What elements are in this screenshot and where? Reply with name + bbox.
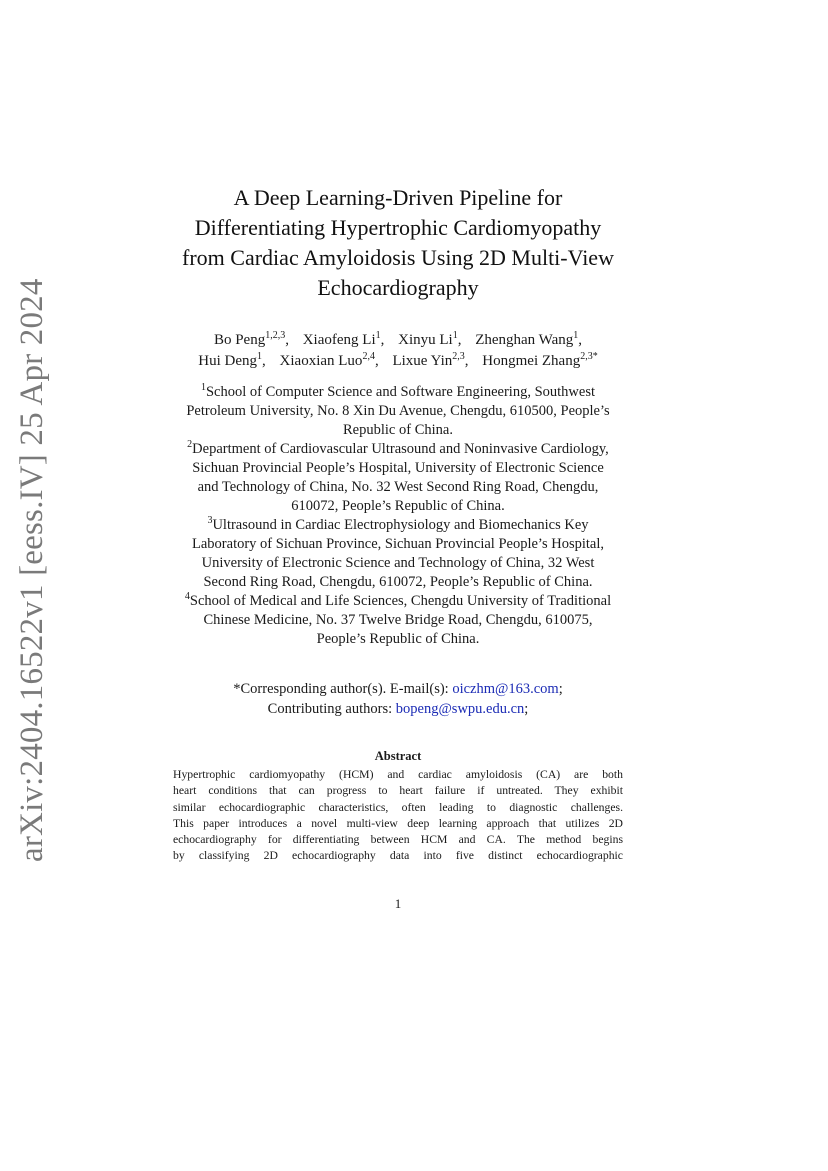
author-name: Hongmei Zhang bbox=[482, 353, 581, 369]
corresponding-email-link[interactable]: oiczhm@163.com bbox=[452, 681, 559, 697]
abstract-body bbox=[173, 767, 623, 865]
affiliation bbox=[148, 592, 648, 649]
author-name: Bo Peng bbox=[213, 332, 266, 348]
author-affiliation-mark: 1 bbox=[452, 330, 458, 341]
author-name: Zhenghan Wang bbox=[475, 332, 574, 348]
contributing-label: Contributing authors: bbox=[267, 701, 396, 717]
affiliation-line: Petroleum University, No. 8 Xin Du Avenue, Chengdu, 610500, People’s bbox=[186, 403, 610, 419]
author-affiliation-mark: 1 bbox=[257, 351, 263, 362]
affiliation-line: Second Ring Road, Chengdu, 610072, People’s Republic of China. bbox=[203, 574, 593, 590]
contributing-authors-line bbox=[150, 699, 646, 719]
affiliation-line: 610072, People’s Republic of China. bbox=[291, 498, 505, 514]
affiliation bbox=[148, 516, 648, 592]
arxiv-stamp: arXiv:2404.16522v1 [eess.IV] 25 Apr 2024 bbox=[14, 278, 50, 862]
affiliation-line bbox=[148, 516, 648, 535]
abstract-line: echocardiography for differentiating between HCM and CA. The method begins bbox=[173, 833, 623, 847]
abstract-line: Hypertrophic cardiomyopathy (HCM) and cardiac amyloidosis (CA) are both bbox=[173, 768, 623, 781]
affiliation-line bbox=[148, 383, 648, 402]
affiliation-line bbox=[148, 440, 648, 459]
author: Xiaoxian Luo$^{2,4}$, bbox=[279, 351, 379, 369]
abstract-line: similar echocardiographic characteristics, often leading to diagnostic challenges. bbox=[173, 800, 623, 814]
author-name: Lixue Yin bbox=[392, 353, 453, 369]
affiliation-number: 1 bbox=[200, 382, 206, 394]
page-number: 1 bbox=[394, 896, 402, 911]
author-affiliation-mark: 2,3* bbox=[580, 351, 598, 362]
affiliation-line: Laboratory of Sichuan Province, Sichuan Provincial People’s Hospital, bbox=[192, 536, 604, 552]
punctuation: ; bbox=[524, 701, 529, 717]
paper-title bbox=[150, 183, 646, 303]
author-name: Hui Deng bbox=[198, 353, 258, 369]
affiliation bbox=[148, 383, 648, 440]
author: Xiaofeng Li$^1$, bbox=[302, 330, 385, 348]
author-affiliation-mark: 1 bbox=[573, 330, 579, 341]
corresponding-author-line bbox=[150, 679, 646, 699]
corresponding-label: *Corresponding author(s). E-mail(s): bbox=[233, 681, 453, 697]
affiliation-line: University of Electronic Science and Technology of China, 32 West bbox=[201, 555, 595, 571]
abstract-line: heart conditions that can progress to heart failure if untreated. They exhibit bbox=[173, 784, 623, 798]
title-line: Differentiating Hypertrophic Cardiomyopathy bbox=[194, 215, 602, 240]
affiliation-list bbox=[148, 383, 648, 649]
affiliation-text: Department of Cardiovascular Ultrasound and Noninvasive Cardiology, bbox=[192, 441, 609, 457]
title-line: A Deep Learning-Driven Pipeline for bbox=[233, 185, 563, 210]
contributing-email-link[interactable]: bopeng@swpu.edu.cn bbox=[395, 701, 525, 717]
author: Xinyu Li$^1$, bbox=[398, 330, 462, 348]
affiliation-number: 4 bbox=[184, 591, 190, 603]
author: Zhenghan Wang$^1$, bbox=[475, 330, 583, 348]
abstract-line: This paper introduces a novel multi-view deep learning approach that utilizes 2D bbox=[173, 816, 623, 830]
affiliation-text: School of Computer Science and Software Engineering, Southwest bbox=[205, 384, 595, 400]
author bbox=[482, 353, 597, 369]
title-line: Echocardiography bbox=[317, 275, 479, 300]
affiliation-line: and Technology of China, No. 32 West Second Ring Road, Chengdu, bbox=[197, 479, 599, 495]
affiliation-line: Chinese Medicine, No. 37 Twelve Bridge Road, Chengdu, 610075, bbox=[203, 612, 593, 628]
punctuation: ; bbox=[558, 681, 563, 697]
abstract-line: by classifying 2D echocardiography data into five distinct echocardiographic bbox=[173, 849, 623, 863]
title-line: from Cardiac Amyloidosis Using 2D Multi-View bbox=[182, 245, 614, 270]
affiliation-line: People’s Republic of China. bbox=[316, 631, 480, 647]
affiliation-text: Ultrasound in Cardiac Electrophysiology and Biomechanics Key bbox=[212, 517, 589, 533]
author-line bbox=[150, 330, 646, 351]
author-list bbox=[150, 330, 646, 372]
affiliation-text: School of Medical and Life Sciences, Chengdu University of Traditional bbox=[189, 593, 612, 609]
author-name: Xiaoxian Luo bbox=[279, 353, 363, 369]
author-affiliation-mark: 2,3 bbox=[452, 351, 465, 362]
author-line bbox=[150, 351, 646, 372]
abstract-heading: Abstract bbox=[374, 749, 422, 763]
author: Bo Peng$^{1,2,3}$, bbox=[213, 330, 289, 348]
author-name: Xinyu Li bbox=[398, 332, 453, 348]
correspondence bbox=[150, 679, 646, 719]
affiliation-number: 2 bbox=[187, 439, 193, 451]
affiliation bbox=[148, 440, 648, 516]
affiliation-line: Republic of China. bbox=[343, 422, 453, 438]
affiliation-number: 3 bbox=[207, 515, 213, 527]
affiliation-line bbox=[148, 592, 648, 611]
author-affiliation-mark: 2,4 bbox=[362, 351, 375, 362]
author-name: Xiaofeng Li bbox=[302, 332, 376, 348]
author-affiliation-mark: 1,2,3 bbox=[265, 330, 286, 341]
author: Lixue Yin$^{2,3}$, bbox=[392, 351, 469, 369]
author-affiliation-mark: 1 bbox=[375, 330, 381, 341]
author: Hui Deng$^1$, bbox=[198, 351, 266, 369]
affiliation-line: Sichuan Provincial People’s Hospital, University of Electronic Science bbox=[192, 460, 604, 476]
